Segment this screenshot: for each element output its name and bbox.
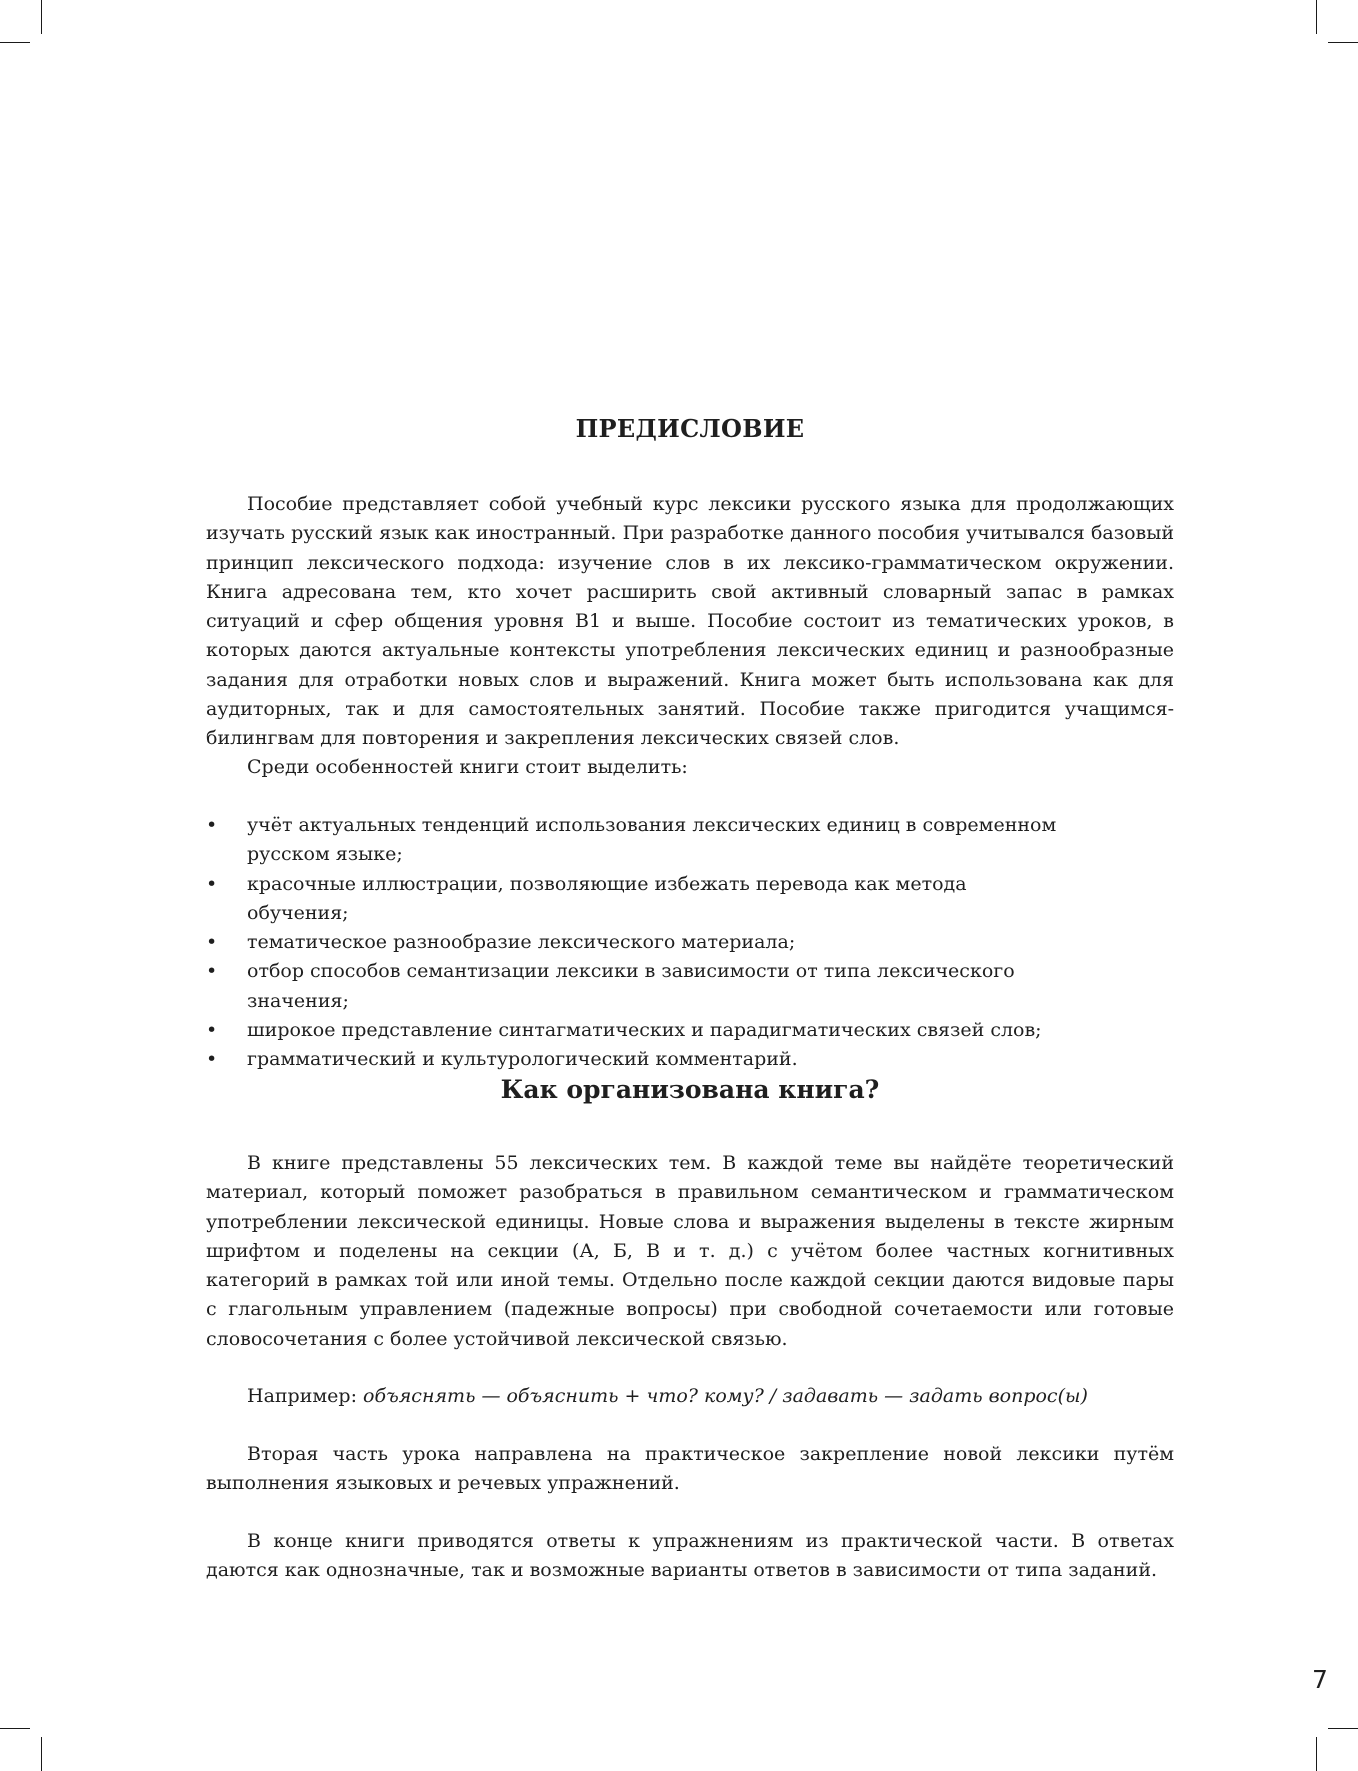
list-item: • широкое представление синтагматических и парадигматических связей слов;	[206, 1016, 1174, 1045]
bullet-icon: •	[206, 1019, 218, 1042]
list-item: • грамматический и культурологический комментарий.	[206, 1045, 1174, 1074]
practice-paragraph: Вторая часть урока направлена на практическое закрепление новой лексики путём выполнения языковых и речевых упражнений.	[206, 1443, 1174, 1495]
crop-mark-top-left-horizontal	[0, 42, 30, 43]
bullet-icon: •	[206, 1048, 218, 1071]
features-intro: Среди особенностей книги стоит выделить:	[247, 756, 688, 778]
section-heading: Как организована книга?	[500, 1075, 880, 1104]
list-item: • тематическое разнообразие лексического материала;	[206, 928, 1174, 957]
answers-paragraph: В конце книги приводятся ответы к упражнениям из практической части. В ответах даются как однозначные, так и возможные варианты ответов в зависимости от типа заданий.	[206, 1530, 1174, 1582]
example-label: Например:	[247, 1385, 357, 1407]
page-number: 7	[1312, 1665, 1328, 1694]
crop-mark-top-right-horizontal	[1328, 42, 1358, 43]
example-line	[247, 1382, 1088, 1411]
organization-paragraph: В книге представлены 55 лексических тем. В каждой теме вы найдёте теоретический материал, который поможет разобраться в правильном семантическом и грамматическом употреблении лексической единицы. Новые слова и выражения выделены в тексте жирным шрифтом и поделены на секции (А, Б, В и т. д.) с учётом более частных когнитивных категорий в рамках той или иной темы. Отдельно после каждой секции даются видовые пары с глагольным управлением (падежные вопросы) при свободной сочетаемости или готовые словосочетания с более устойчивой лексической связью.	[206, 1152, 1174, 1350]
crop-mark-bottom-left-vertical	[41, 1737, 42, 1771]
features-list	[206, 811, 1174, 1075]
bullet-icon: •	[206, 960, 218, 983]
crop-mark-top-right-vertical	[1316, 0, 1317, 34]
list-item: • отбор способов семантизации лексики в зависимости от типа лексического значения;	[206, 957, 1174, 1016]
intro-paragraph: Пособие представляет собой учебный курс лексики русского языка для продолжающих изучать русский язык как иностранный. При разработке данного пособия учитывался базовый принцип лексического подхода: изучение слов в их лексико-грамматическом окружении. Книга адресована тем, кто хочет расширить свой активный словарный запас в рамках ситуаций и сфер общения уровня B1 и выше. Пособие состоит из тематических уроков, в которых даются актуальные контексты употребления лексических единиц и разнообразные задания для отработки новых слов и выражений. Книга может быть использована как для аудиторных, так и для самостоятельных занятий. Пособие также пригодится учащимся-билингвам для повторения и закрепления лексических связей слов.	[206, 493, 1174, 750]
page-title: ПРЕДИСЛОВИЕ	[575, 414, 805, 443]
crop-mark-bottom-right-vertical	[1316, 1737, 1317, 1771]
crop-mark-bottom-right-horizontal	[1328, 1728, 1358, 1729]
bullet-icon: •	[206, 931, 218, 954]
bullet-icon: •	[206, 814, 218, 836]
example-text: объяснять — объяснить + что? кому? / задавать — задать вопрос(ы)	[363, 1385, 1088, 1407]
crop-mark-bottom-left-horizontal	[0, 1728, 30, 1729]
list-item: • учёт актуальных тенденций использования лексических единиц в современном русском языке;	[206, 811, 1174, 870]
bullet-icon: •	[206, 872, 218, 895]
list-item: • красочные иллюстрации, позволяющие избежать перевода как метода обучения;	[206, 870, 1174, 929]
crop-mark-top-left-vertical	[41, 0, 42, 34]
